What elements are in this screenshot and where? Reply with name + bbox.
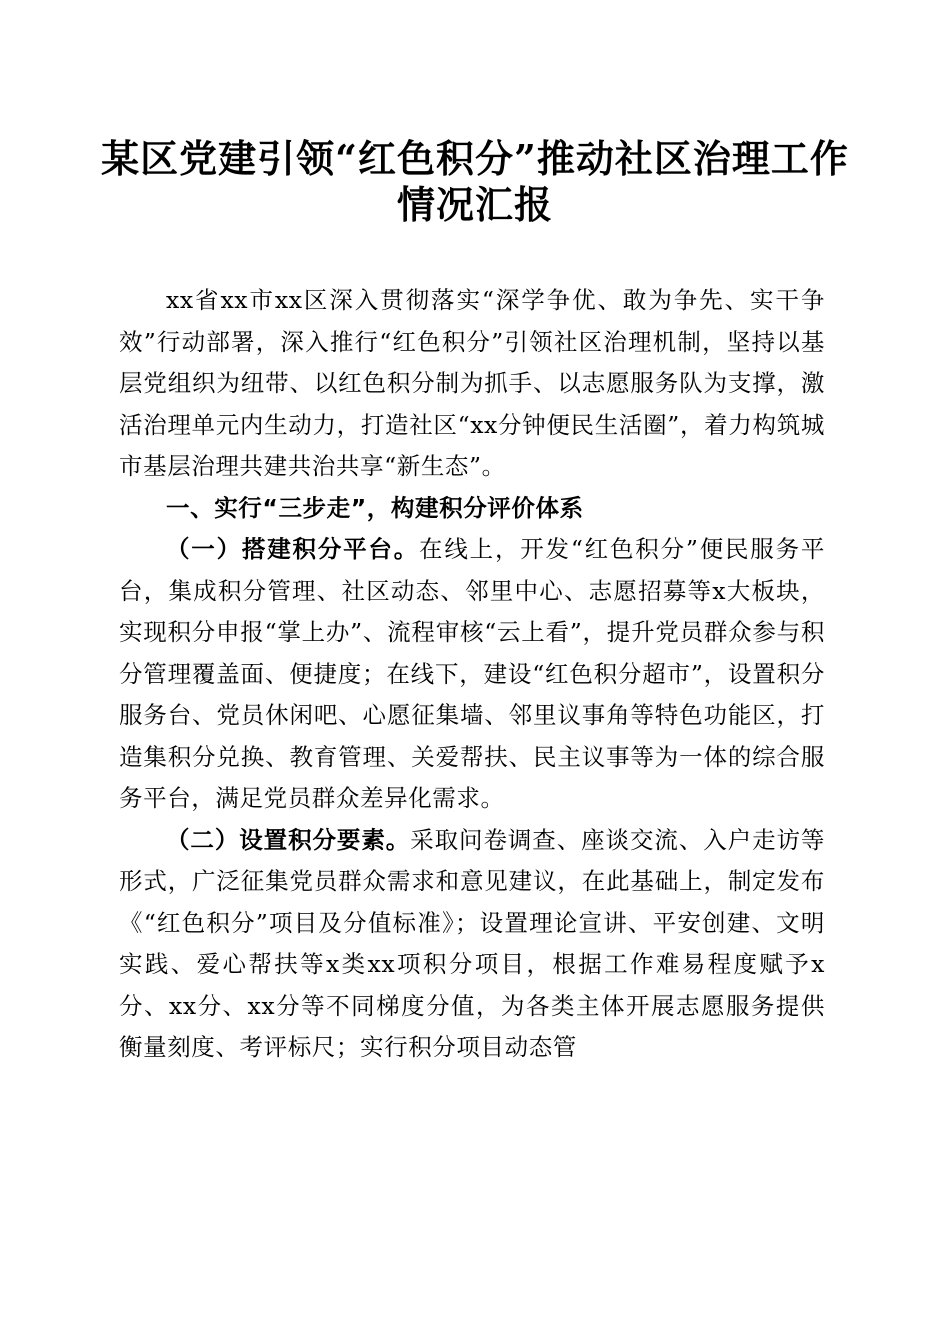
subsection-2-paragraph [119,820,825,1069]
intro-paragraph: xx省xx市xx区深入贯彻落实“深学争优、敢为争先、实干争效”行动部署，深入推行“红色积分”引领社区治理机制，坚持以基层党组织为纽带、以红色积分制为抓手、以志愿服务队为支撑，激活治理单元内生动力，打造社区“xx分钟便民生活圈”，着力构筑城市基层治理共建共治共享“新生态”。 [119,286,825,480]
document-title [100,136,850,228]
subsection-1-paragraph [119,529,825,820]
document-body [119,280,825,1069]
subsection-1-heading: （一）搭建积分平台。 [166,535,420,563]
title-line-2: 情况汇报 [396,182,553,227]
subsection-2-text: 采取问卷调查、座谈交流、入户走访等形式，广泛征集党员群众需求和意见建议，在此基础上，制定发布《“红色积分”项目及分值标准》；设置理论宣讲、平安创建、文明实践、爱心帮扶等x类xx项积分项目，根据工作难易程度赋予x分、xx分、xx分等不同梯度分值，为各类主体开展志愿服务提供衡量刻度、考评标尺；实行积分项目动态管 [119,825,826,1061]
section-1-heading: 一、实行“三步走”，构建积分评价体系 [166,493,584,522]
subsection-1-text: 在线上，开发“红色积分”便民服务平台，集成积分管理、社区动态、邻里中心、志愿招募等x大板块，实现积分申报“掌上办”、流程审核“云上看”，提升党员群众参与积分管理覆盖面、便捷度；在线下，建设“红色积分超市”，设置积分服务台、党员休闲吧、心愿征集墙、邻里议事角等特色功能区，打造集积分兑换、教育管理、关爱帮扶、民主议事等为一体的综合服务平台，满足党员群众差异化需求。 [119,535,825,812]
title-line-1: 某区党建引领“红色积分”推动社区治理工作 [101,136,849,181]
subsection-2-heading: （二）设置积分要素。 [166,825,411,854]
